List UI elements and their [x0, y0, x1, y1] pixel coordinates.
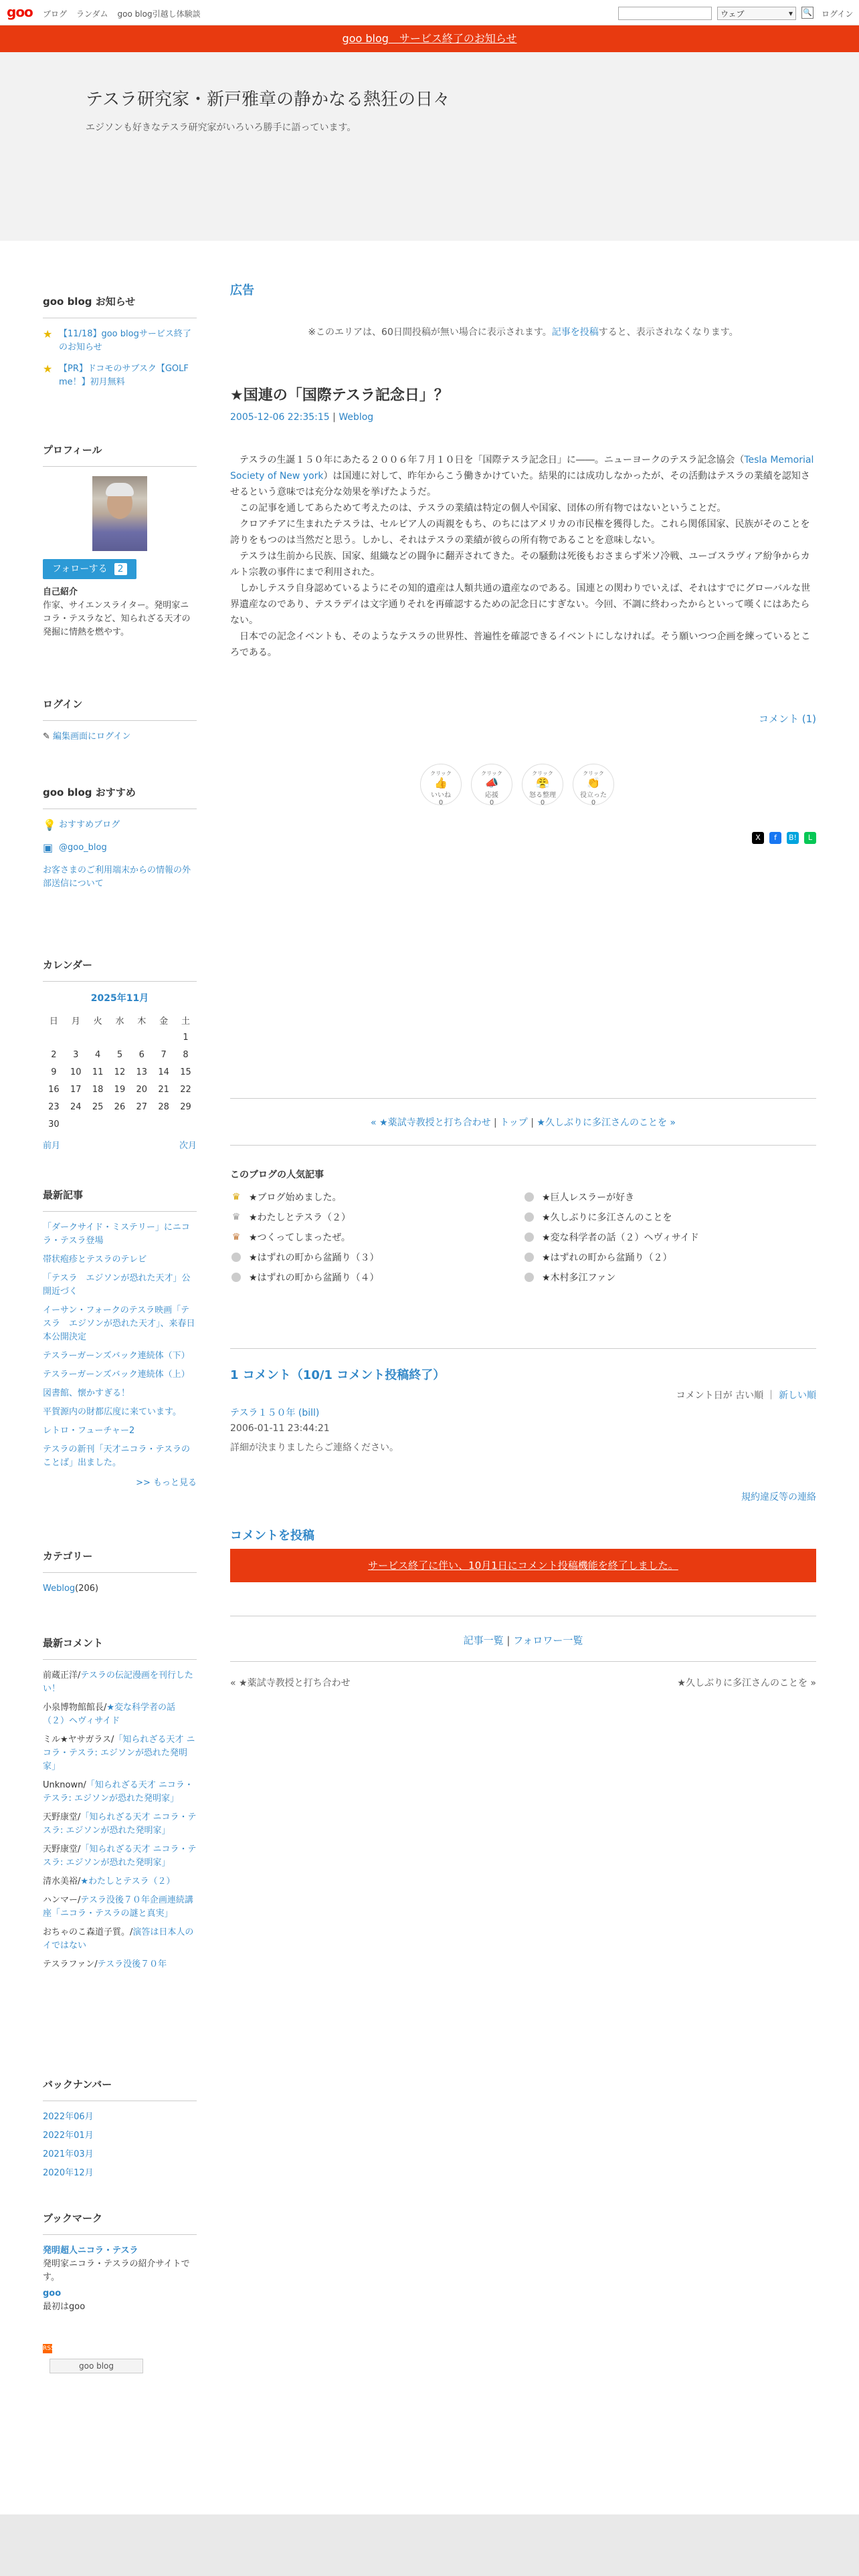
blog-title[interactable]: テスラ研究家・新戸雅章の静かなる熱狂の日々	[86, 90, 450, 110]
goo-blog-badge[interactable]: goo blog	[50, 2359, 143, 2373]
search-button[interactable]	[801, 7, 814, 19]
weekday: 木	[137, 1016, 147, 1027]
comment-post-link[interactable]: テスラ没後７０年	[97, 1959, 167, 1969]
recent-comment	[43, 1779, 197, 1806]
post-paragraph: 日本での記念イベントも、そのようなテスラの世界性、普遍性を確認できるイベントにしなければ。そう願いつつ企画を練っているところである。	[230, 631, 811, 658]
admin-login-link[interactable]: 編集画面にログイン	[53, 732, 131, 742]
reaction-count: 0	[489, 799, 494, 807]
post-paragraph: この記事を通してあらためて考えたのは、テスラの業績は特定の個人や国家、団体の所有物ではないということだ。	[240, 503, 727, 514]
top-link-blog[interactable]: ブログ	[43, 9, 68, 19]
calendar-heading: カレンダー	[43, 958, 197, 982]
calendar-day: 19	[114, 1084, 126, 1095]
pencil-icon: ✎	[43, 732, 50, 742]
ad-heading: 広告	[230, 284, 254, 298]
popular-item[interactable]	[230, 1271, 523, 1284]
divider	[230, 1098, 816, 1099]
bookmark-desc: 最初はgoo	[43, 2302, 86, 2312]
recent-post-link[interactable]: 平賀源内の財都広度に来ています。	[43, 1407, 181, 1417]
report-link[interactable]: 規約違反等の連絡	[741, 1492, 816, 1503]
calendar-day	[175, 1115, 197, 1133]
comment-author: Unknown/	[43, 1780, 86, 1790]
reaction-top: クリック	[481, 770, 502, 776]
calendar-day: 28	[158, 1101, 169, 1112]
reaction-icon: 😤	[536, 776, 549, 789]
top-link[interactable]: トップ	[500, 1117, 528, 1128]
comment-count-link[interactable]: コメント (1)	[758, 713, 816, 725]
bulb-icon: 💡	[43, 819, 56, 831]
reaction-button[interactable]	[420, 764, 462, 805]
calendar-prev-link[interactable]: 前月	[43, 1141, 61, 1151]
reaction-icon: 👍	[434, 776, 448, 789]
calendar-day: 16	[48, 1084, 60, 1095]
divider	[230, 1348, 816, 1349]
weekday: 月	[71, 1016, 80, 1027]
recent-comment	[43, 1875, 197, 1889]
blog-header	[0, 52, 859, 241]
popular-post-link[interactable]: ★はずれの町から盆踊り（２）	[542, 1253, 672, 1263]
calendar-day: 30	[48, 1119, 60, 1130]
comment-post-link[interactable]: 演答は日本人のイではない	[43, 1927, 194, 1951]
recent-comment	[43, 1733, 197, 1774]
calendar-day: 1	[183, 1032, 189, 1043]
login-link[interactable]: ログイン	[822, 9, 854, 19]
calendar-day	[130, 1115, 153, 1133]
footer-links: 記事一覧 | フォロワー一覧	[463, 1634, 583, 1646]
comment-post-link[interactable]: ★わたしとテスラ（２）	[80, 1876, 175, 1887]
backnumber-heading: バックナンバー	[43, 2077, 197, 2101]
post-comment-heading: コメントを投稿	[230, 1529, 314, 1543]
reaction-top: クリック	[583, 770, 604, 776]
share-buttons	[752, 832, 816, 844]
comment-author-name[interactable]: テスラ１５０年	[230, 1408, 296, 1418]
recent-posts-section	[43, 1188, 197, 1488]
calendar-day: 12	[114, 1067, 126, 1077]
recommend-heading: goo blog おすすめ	[43, 785, 197, 809]
calendar-day: 27	[136, 1101, 148, 1112]
calendar-day: 14	[158, 1067, 169, 1077]
calendar-week	[43, 1029, 197, 1046]
calendar-day	[109, 1029, 131, 1046]
bottom-next-link[interactable]: ★久しぶりに多江さんのことを »	[677, 1678, 816, 1689]
divider	[230, 1661, 816, 1662]
popular-item[interactable]	[523, 1190, 816, 1204]
ad-note	[230, 325, 816, 338]
notice-link[interactable]: 【PR】ドコモのサブスク【GOLF me！】初月無料	[59, 364, 189, 387]
backnumber-link[interactable]: 2022年06月	[43, 2112, 94, 2122]
recent-comments-list	[43, 1669, 197, 1971]
reaction-count: 0	[591, 799, 596, 807]
comment-sort: コメント日が 古い順 ｜ 新しい順	[676, 1390, 816, 1401]
bookmark-link[interactable]: 発明超人ニコラ・テスラ	[43, 2246, 138, 2256]
blog-description: エジソンも好きなテスラ研究家がいろいろ勝手に語っています。	[86, 122, 357, 133]
crown-icon: ♛	[231, 1232, 241, 1243]
post-title[interactable]: ★国連の「国際テスラ記念日」？	[230, 387, 449, 404]
prev-post-link[interactable]: « ★薬試寺教授と打ち合わせ	[371, 1117, 491, 1128]
comment-author	[230, 1406, 319, 1419]
popular-item[interactable]	[230, 1251, 523, 1264]
comment-author: ハンマー/	[43, 1895, 81, 1905]
tesla-memorial-link[interactable]: Tesla Memorial Society of New york	[230, 455, 814, 481]
calendar-day: 22	[180, 1084, 191, 1095]
recent-post-link[interactable]: テスラーガーンズバック連続体（上）	[43, 1370, 190, 1380]
comment-author: おちゃのこ森道子質。/	[43, 1927, 133, 1937]
comment-post-link[interactable]: 「知られざる天才 ニコラ・テスラ: エジソンが恐れた発明家」	[43, 1844, 197, 1868]
popular-item[interactable]	[523, 1230, 816, 1244]
recent-post-link[interactable]: 「テスラ エジソンが恐れた天才」公開近づく	[43, 1273, 191, 1297]
star-icon: ★	[43, 328, 53, 340]
avatar-hair	[106, 483, 134, 496]
recent-post-link[interactable]: 帯状疱疹とテスラのテレビ	[43, 1255, 147, 1265]
calendar-day	[109, 1115, 131, 1133]
goo-logo[interactable]: goo	[7, 4, 33, 20]
post-paragraph: しかしテスラ自身認めているようにその知的遺産は人類共通の遺産なのである。国連との関わりでいえば、それはすでにグローバルな世界遺産なのであり、テスラデイは文字通りそれを再確認するための記念日にすぎない。今回、不調に終わったからといって嘆くにはあたらない。	[230, 583, 811, 626]
reaction-label: 応援	[485, 792, 498, 799]
comment-author: 清水美裕/	[43, 1876, 81, 1887]
calendar-day: 7	[161, 1049, 167, 1060]
write-post-link[interactable]: 記事を投稿	[551, 327, 599, 338]
popular-post-link[interactable]: ★はずれの町から盆踊り（４）	[249, 1273, 379, 1283]
comment-post-link[interactable]: テスラ没後７０年企画連続講座「ニコラ・テスラの謎と真実」	[43, 1895, 193, 1919]
divider	[230, 1145, 816, 1146]
notice-heading: goo blog お知らせ	[43, 294, 197, 318]
comment-post-link[interactable]: ★変な科学者の話（２）ヘヴィサイド	[43, 1703, 176, 1726]
top-utility-bar	[0, 0, 859, 25]
follower-list-link[interactable]: フォロワー一覧	[513, 1634, 583, 1646]
popular-heading: このブログの人気記事	[230, 1170, 324, 1180]
category-link-weblog[interactable]: Weblog	[43, 1584, 76, 1594]
bookmark-desc: 発明家ニコラ・テスラの紹介サイトです。	[43, 2259, 190, 2282]
calendar-body	[43, 1029, 197, 1133]
comment-post-link[interactable]: 「知られざる天才 ニコラ・テスラ: エジソンが恐れた発明家」	[43, 1780, 193, 1804]
backnumber-link[interactable]: 2020年12月	[43, 2168, 94, 2177]
goo-blog-twitter-link[interactable]: @goo_blog	[59, 843, 107, 853]
calendar-day: 26	[114, 1101, 126, 1112]
backnumber-link[interactable]: 2022年01月	[43, 2131, 94, 2141]
sort-old: 古い順	[735, 1390, 764, 1401]
post-text: ）は国連に対して、昨年からこう働きかけていた。結果的には成功しなかったが、その活動はテスラの業績を認知させるという意味では充分な効果を挙げたようだ。	[230, 471, 810, 498]
reaction-top: クリック	[532, 770, 553, 776]
intro-text: 作家、サイエンスライター。発明家ニコラ・テスラなど、知られざる天才の発掘に情熱を燃やす。	[43, 601, 191, 637]
recent-comment	[43, 1811, 197, 1838]
comment-closed-notice[interactable]: サービス終了に伴い、10月1日にコメント投稿機能を終了しました。	[230, 1549, 816, 1582]
avatar[interactable]	[92, 476, 147, 551]
search-icon: 🔍	[803, 8, 812, 17]
popular-post-link[interactable]: ★変な科学者の話（２）ヘヴィサイド	[542, 1232, 699, 1243]
bottom-prev-link[interactable]: « ★薬試寺教授と打ち合わせ	[230, 1678, 351, 1689]
calendar-day	[153, 1029, 175, 1046]
popular-post-link[interactable]: ★つくってしまったぜ。	[249, 1232, 351, 1243]
calendar-day: 10	[70, 1067, 82, 1077]
recent-comment	[43, 1894, 197, 1921]
comments-heading: 1 コメント（10/1 コメント投稿終了）	[230, 1368, 446, 1382]
follow-label: フォローする	[52, 564, 108, 574]
twitter-icon: ▣	[43, 841, 54, 854]
recent-comment	[43, 1843, 197, 1870]
follow-button[interactable]	[43, 559, 136, 579]
comment-author: 天野康堂/	[43, 1844, 81, 1854]
comment-author: ミル★ヤサガラス/	[43, 1735, 114, 1745]
category-count: (206)	[75, 1584, 99, 1594]
service-end-banner[interactable]: goo blog サービス終了のお知らせ	[0, 25, 859, 52]
weekday: 水	[115, 1016, 124, 1027]
top-links	[43, 8, 201, 19]
intro-heading: 自己紹介	[43, 587, 78, 597]
popular-item[interactable]	[230, 1230, 523, 1244]
calendar-day	[65, 1029, 87, 1046]
page-footer	[0, 2514, 859, 2576]
calendar-day: 18	[92, 1084, 104, 1095]
recommend-blog-link[interactable]: おすすめブログ	[59, 820, 120, 830]
post-category-link[interactable]: Weblog	[339, 412, 374, 423]
comment-author: 天野康堂/	[43, 1812, 81, 1822]
calendar-day	[87, 1029, 109, 1046]
notice-section	[43, 294, 197, 397]
comment-date: 2006-01-11 23:44:21	[230, 1423, 330, 1434]
calendar-day	[153, 1115, 175, 1133]
calendar-day: 8	[183, 1049, 189, 1060]
calendar-day: 4	[94, 1049, 101, 1060]
search-scope-select[interactable]	[717, 7, 796, 20]
calendar-week	[43, 1081, 197, 1098]
post-list-link[interactable]: 記事一覧	[463, 1634, 504, 1646]
reaction-button[interactable]	[573, 764, 614, 805]
calendar-day	[130, 1029, 153, 1046]
popular-item[interactable]	[230, 1190, 523, 1204]
login-section	[43, 697, 197, 744]
calendar-week	[43, 1115, 197, 1133]
recent-post-link[interactable]: レトロ・フューチャー2	[43, 1426, 135, 1436]
chevron-down-icon: ▾	[788, 9, 793, 18]
profile-heading: プロフィール	[43, 443, 197, 467]
recent-post-link[interactable]: テスラの新刊「天才ニコラ・テスラのことば」出ました。	[43, 1444, 190, 1468]
popular-list	[230, 1190, 816, 1284]
top-link-migration[interactable]: goo blog引越し体験談	[117, 9, 201, 19]
ad-note-text: すると、表示されなくなります。	[598, 327, 739, 338]
ad-note-text: ※このエリアは、60日間投稿が無い場合に表示されます。	[308, 327, 552, 338]
recent-comments-heading: 最新コメント	[43, 1636, 197, 1660]
recent-post-link[interactable]: 「ダークサイド・ミステリー」にニコラ・テスラ登場	[43, 1222, 190, 1246]
rank-dot	[231, 1253, 241, 1262]
recent-comment	[43, 1926, 197, 1953]
calendar-day: 24	[70, 1101, 82, 1112]
reaction-label: 怒る整理	[529, 792, 556, 799]
weekday: 土	[181, 1016, 191, 1027]
calendar-day: 23	[48, 1101, 60, 1112]
post-text: テスラの生誕１５０年にあたる２００６年７月１０日を「国際テスラ記念日」に――。ニューヨークのテスラ記念協会（	[240, 455, 745, 465]
popular-post-link[interactable]: ★久しぶりに多江さんのことを	[542, 1212, 672, 1223]
bookmark-link[interactable]: goo	[43, 2288, 62, 2298]
login-heading: ログイン	[43, 697, 197, 721]
popular-post-link[interactable]: ★わたしとテスラ（２）	[249, 1212, 351, 1223]
crown-icon: ♛	[231, 1192, 241, 1202]
recent-comment	[43, 1669, 197, 1696]
top-link-random[interactable]: ランダム	[76, 9, 108, 19]
sort-new-link[interactable]: 新しい順	[779, 1390, 816, 1401]
popular-item[interactable]	[230, 1210, 523, 1224]
post-paragraph: クロアチアに生まれたテスラは、セルビア人の両親をもち、のちにはアメリカの市民権を獲得した。これら関係国家、民族がそのことを誇りをもつのは当然だと思う。しかし、それはテスラの業績が彼らの所有物であることを意味しない。	[230, 519, 810, 546]
reaction-label: いいね	[431, 792, 451, 799]
calendar-day: 3	[73, 1049, 79, 1060]
hatena-share-icon[interactable]: B!	[787, 832, 799, 844]
comment-post-link[interactable]: 「知られざる天才 ニコラ・テスラ: エジソンが恐れた発明家」	[43, 1735, 195, 1772]
calendar-week	[43, 1063, 197, 1081]
follow-count: 2	[114, 563, 127, 575]
comment-author: テスラファン/	[43, 1959, 98, 1969]
recent-post-link[interactable]: テスラーガーンズバック連続体（下）	[43, 1351, 190, 1361]
comment-text: 詳細が決まりましたらご連絡ください。	[230, 1442, 399, 1453]
popular-post-link[interactable]: ★木村多江ファン	[542, 1273, 616, 1283]
calendar-month: 2025年11月	[90, 993, 149, 1004]
comment-post-link[interactable]: 「知られざる天才 ニコラ・テスラ: エジソンが恐れた発明家」	[43, 1812, 197, 1836]
category-heading: カテゴリー	[43, 1549, 197, 1573]
backnumber-list[interactable]	[43, 2111, 197, 2177]
popular-post-link[interactable]: ★巨人レスラーが好き	[542, 1192, 635, 1203]
notice-link[interactable]: 【11/18】goo blogサービス終了のお知らせ	[59, 329, 191, 352]
popular-post-link[interactable]: ★ブログ始めました。	[249, 1192, 342, 1203]
rss-icon[interactable]: RSS	[43, 2345, 55, 2352]
recent-comment	[43, 1701, 197, 1728]
recent-posts-heading: 最新記事	[43, 1188, 197, 1212]
post-meta: 2005-12-06 22:35:15 | Weblog	[230, 412, 374, 423]
weekday: 火	[93, 1016, 102, 1027]
comment-author: 前蔵正洋/	[43, 1671, 81, 1681]
calendar-day: 13	[136, 1067, 148, 1077]
post-paragraph: テスラは生前から民族、国家、組織などの闘争に翻弄されてきた。その騒動は死後もおさまらず米ソ冷戦、ユーゴスラヴィア紛争からカルト宗教の事件にまで利用された。	[230, 551, 810, 578]
reaction-icon: 📣	[485, 776, 498, 789]
calendar-week	[43, 1098, 197, 1115]
weekday: 金	[159, 1016, 169, 1027]
bookmark-section	[43, 2211, 197, 2373]
more-posts-link[interactable]: >> もっと見る	[136, 1478, 197, 1488]
calendar-nav	[43, 1138, 197, 1151]
category-section	[43, 1549, 197, 1596]
rank-dot	[231, 1273, 241, 1282]
search-input[interactable]	[618, 7, 712, 20]
crown-icon: ♛	[231, 1212, 241, 1222]
calendar-day: 29	[180, 1101, 191, 1112]
calendar-table	[43, 1011, 197, 1133]
rank-dot	[524, 1212, 534, 1222]
rank-dot	[524, 1253, 534, 1262]
calendar-section	[43, 958, 197, 1151]
popular-post-link[interactable]: ★はずれの町から盆踊り（３）	[249, 1253, 379, 1263]
calendar-week	[43, 1046, 197, 1063]
facebook-share-icon[interactable]: f	[769, 832, 781, 844]
sort-label: コメント日が	[676, 1390, 733, 1401]
calendar-day: 6	[138, 1049, 145, 1060]
next-post-link[interactable]: ★久しぶりに多江さんのことを »	[537, 1117, 676, 1128]
recent-post-link[interactable]: イーサン・フォークのテスラ映画「テスラ エジソンが恐れた天才」、来春日本公開決定	[43, 1305, 195, 1342]
reaction-button[interactable]	[522, 764, 563, 805]
reaction-count: 0	[438, 799, 444, 807]
comment-post-link[interactable]: テスラの伝記漫画を刊行したい！	[43, 1671, 193, 1694]
calendar-day: 2	[51, 1049, 57, 1060]
reaction-buttons	[420, 764, 614, 805]
notice-item[interactable]	[43, 328, 197, 354]
calendar-day	[87, 1115, 109, 1133]
line-share-icon[interactable]: L	[804, 832, 816, 844]
recent-posts-list	[43, 1221, 197, 1470]
popular-item[interactable]	[523, 1251, 816, 1264]
popular-item[interactable]	[523, 1210, 816, 1224]
weekday: 日	[49, 1016, 58, 1027]
recent-comments-section	[43, 1636, 197, 1977]
post-body	[230, 452, 816, 661]
external-transmission-link[interactable]: お客さまのご利用端末からの情報の外部送信について	[43, 865, 191, 889]
recent-post-link[interactable]: 図書館、懐かすぎる！	[43, 1388, 130, 1398]
calendar-next-link[interactable]: 次月	[179, 1141, 197, 1151]
calendar-day: 20	[136, 1084, 148, 1095]
rank-dot	[524, 1232, 534, 1242]
rank-dot	[524, 1273, 534, 1282]
calendar-day: 9	[51, 1067, 57, 1077]
search-scope-value: ウェブ	[721, 9, 745, 19]
reaction-label: 役立った	[580, 792, 607, 799]
recommend-section	[43, 785, 197, 891]
reaction-icon: 👏	[587, 776, 600, 789]
recent-comment	[43, 1958, 197, 1971]
calendar-day: 25	[92, 1101, 104, 1112]
rank-dot	[524, 1192, 534, 1202]
backnumber-link[interactable]: 2021年03月	[43, 2149, 94, 2159]
x-share-icon[interactable]: X	[752, 832, 764, 844]
calendar-day: 11	[92, 1067, 104, 1077]
bookmark-heading: ブックマーク	[43, 2211, 197, 2235]
reaction-top: クリック	[430, 770, 452, 776]
notice-item[interactable]	[43, 362, 197, 389]
reaction-count: 0	[540, 799, 545, 807]
calendar-day: 5	[116, 1049, 123, 1060]
calendar-day	[43, 1029, 65, 1046]
post-date: 2005-12-06 22:35:15	[230, 412, 330, 423]
popular-item[interactable]	[523, 1271, 816, 1284]
post-pager: « ★薬試寺教授と打ち合わせ | トップ | ★久しぶりに多江さんのことを »	[371, 1117, 676, 1128]
calendar-day: 21	[158, 1084, 169, 1095]
reaction-button[interactable]	[471, 764, 512, 805]
calendar-day: 17	[70, 1084, 82, 1095]
comment-author: 小泉博物館館長/	[43, 1703, 107, 1713]
backnumber-section	[43, 2077, 197, 2177]
calendar-day: 15	[180, 1067, 191, 1077]
comment-author-user[interactable]: (bill)	[298, 1408, 320, 1418]
profile-section	[43, 443, 197, 639]
calendar-day	[65, 1115, 87, 1133]
star-icon: ★	[43, 362, 53, 375]
